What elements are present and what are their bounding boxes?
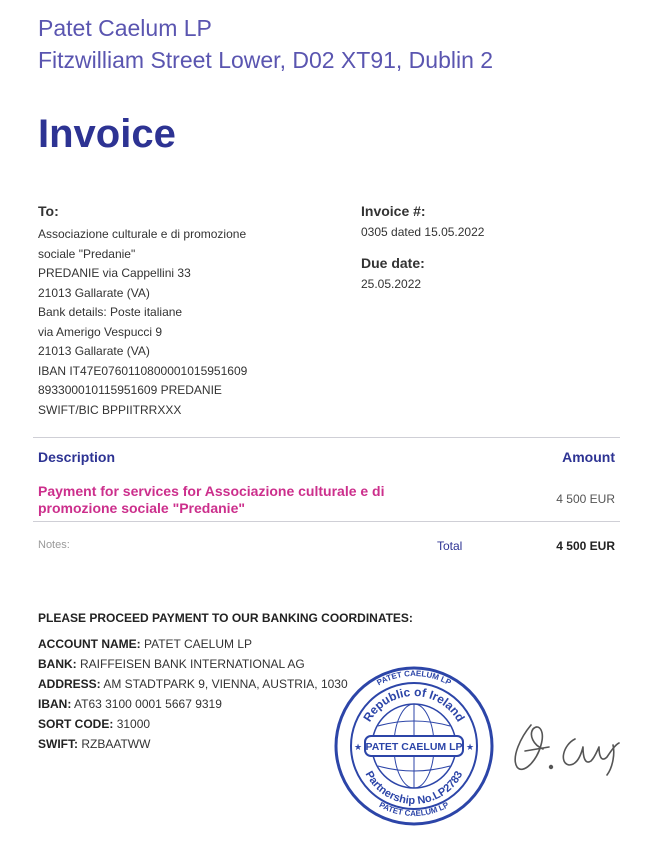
company-header (38, 12, 493, 76)
company-address: Fitzwilliam Street Lower, D02 XT91, Dublin 2 (38, 47, 494, 73)
recipient-label: To: (38, 203, 59, 219)
recipient-line: SWIFT/BIC BPPIITRRXXX (38, 402, 182, 417)
recipient-line: Bank details: Poste italiane (38, 305, 183, 319)
recipient-block (38, 203, 338, 420)
handwritten-signature (503, 715, 628, 783)
invoice-number-value: 0305 dated 15.05.2022 (361, 225, 485, 239)
notes-label: Notes: (38, 539, 70, 551)
swift-label: SWIFT: (38, 737, 78, 751)
table-bottom-divider (33, 521, 620, 522)
sort-code-label: SORT CODE: (38, 717, 114, 731)
account-name-row (38, 634, 458, 654)
total-label: Total (437, 539, 463, 553)
invoice-number-label: Invoice #: (361, 203, 426, 219)
line-item-description-line: Payment for services for Associazione culturale e di (38, 483, 385, 499)
bank-label: BANK: (38, 657, 77, 671)
bank-value: RAIFFEISEN BANK INTERNATIONAL AG (80, 657, 305, 671)
description-header: Description (38, 449, 116, 465)
address-label: ADDRESS: (38, 677, 101, 691)
recipient-line: sociale "Predanie" (38, 246, 136, 261)
table-top-divider (33, 437, 620, 438)
company-seal-stamp (332, 664, 495, 827)
recipient-line: 21013 Gallarate (VA) (38, 344, 150, 358)
address-value: AM STADTPARK 9, VIENNA, AUSTRIA, 1030 (103, 677, 348, 691)
company-name: Patet Caelum LP (38, 15, 212, 41)
iban-value: AT63 3100 0001 5667 9319 (74, 697, 222, 711)
recipient-line: Associazione culturale e di promozione (38, 227, 247, 241)
recipient-line: 893300010115951609 PREDANIE (38, 383, 222, 397)
line-item-description-line: promozione sociale "Predanie" (38, 500, 245, 516)
due-date-value: 25.05.2022 (361, 277, 422, 291)
due-date-label: Due date: (361, 255, 425, 271)
seal-top-text: Republic of Ireland (360, 684, 468, 725)
sort-code-value: 31000 (116, 717, 151, 731)
recipient-line: PREDANIE via Cappellini 33 (38, 266, 191, 280)
account-name-value: PATET CAELUM LP (144, 637, 253, 651)
seal-outer-text-bottom: PATET CAELUM LP (377, 800, 451, 819)
amount-header: Amount (562, 449, 615, 465)
banking-heading: PLEASE PROCEED PAYMENT TO OUR BANKING COORDINATES: (38, 611, 413, 625)
seal-star-right: ★ (466, 742, 475, 752)
total-value: 4 500 EUR (556, 539, 615, 553)
swift-value: RZBAATWW (81, 737, 151, 751)
seal-bottom-text: Partnership No.LP2783 (362, 769, 466, 808)
recipient-line: via Amerigo Vespucci 9 (38, 324, 163, 339)
account-name-label: ACCOUNT NAME: (38, 637, 141, 651)
recipient-line: IBAN IT47E0760110800001015951609 (38, 363, 248, 378)
seal-star-left: ★ (354, 742, 363, 752)
seal-center-text: PATET CAELUM LP (365, 741, 463, 753)
recipient-line: 21013 Gallarate (VA) (38, 285, 150, 300)
line-item-description (38, 483, 458, 517)
page-title: Invoice (38, 112, 176, 156)
seal-outer-text-top: PATET CAELUM LP (375, 668, 453, 688)
recipient-lines (38, 225, 338, 420)
iban-label: IBAN: (38, 697, 72, 711)
line-item-amount: 4 500 EUR (556, 492, 615, 506)
invoice-meta (361, 203, 484, 291)
